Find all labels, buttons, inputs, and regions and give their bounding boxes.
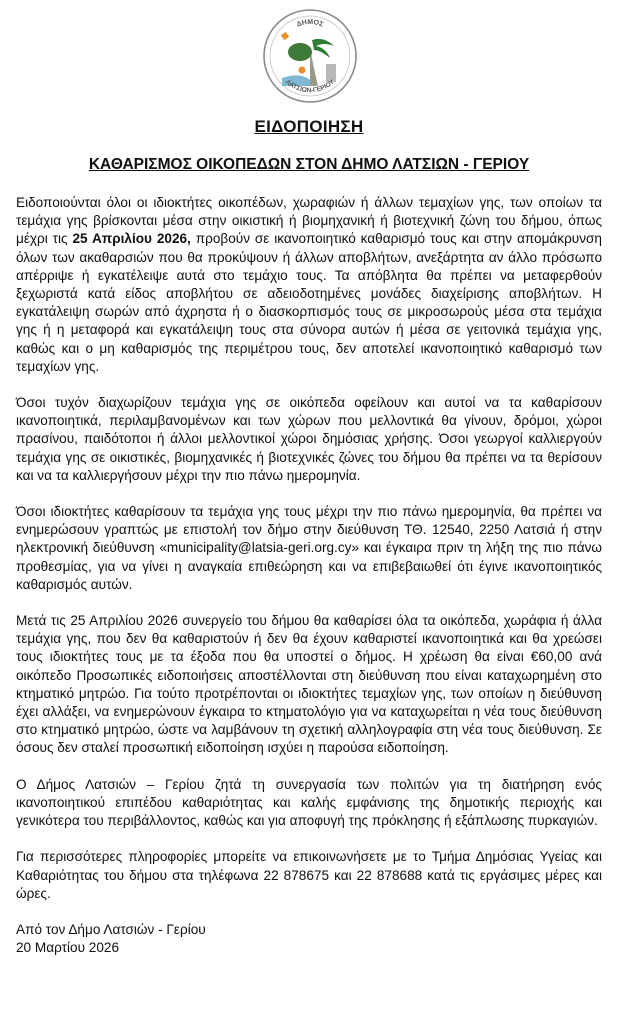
paragraph-notify-municipality: Όσοι ιδιοκτήτες καθαρίσουν τα τεμάχια γης τους μέχρι την πιο πάνω ημερομηνία, θα πρέπει να ενημερώσουν γραπτώς με επιστολή τον δήμο στην διεύθυνση ΤΘ. 12540, 2250 Λατσιά ή στην ηλεκτρονική διεύθυνση «municipality@latsia-geri.org.cy» και έγκαιρα πριν τη λήξη της πιο πάνω προθεσμίας, για να γίνει η αναγκαία επιθεώρηση και να επιβεβαιωθεί ότι έγινε ικανοποιητικός καθαρισμός αυτών. (16, 504, 602, 592)
notice-subtitle: ΚΑΘΑΡΙΣΜΟΣ ΟΙΚΟΠΕΔΩΝ ΣΤΟΝ ΔΗΜΟ ΛΑΤΣΙΩΝ - ΓΕΡΙΟΥ (88, 156, 530, 173)
paragraph-deadline: Ειδοποιούνται όλοι οι ιδιοκτήτες οικοπέδων, χωραφιών ή άλλων τεμαχίων γης, των οποίων τα τεμάχια γης βρίσκονται μέσα στην οικιστική ή βιομηχανική ή βιοτεχνική ζώνη του δήμου, όπως μέχρι τις 25 Απριλίου 2026, προβούν σε ικανοποιητικό καθαρισμό τους και στην απομάκρυνση όλων των ακαθαρσιών που θα προκύψουν ή άλλων αποβλήτων, ανεξάρτητα αν άλλο πρόσωπο απέρριψε ή εγκατέλειψε αυτά στο τεμάχιο τους. Τα απόβλητα θα πρέπει να μεταφερθούν ξεχωριστά κατά είδος αποβλήτου σε αδειοδοτημένες μονάδες διαχείρισης αποβλήτων. Η εγκατάλειψη σωρών από άχρηστα ή ο διασκορπισμός τους σε μικροσωρούς μέσα στα τεμάχια γης ή η μεταφορά και εγκατάλειψη τους στα σύνορα αυτών ή μέσα σε γειτονικά τεμάχια γης, καθώς και ο μη καθαρισμός της περιμέτρου τους, δεν αποτελεί ικανοποιητικό καθαρισμό των τεμαχίων γης. (16, 195, 602, 374)
paragraph-subdivisions: Όσοι τυχόν διαχωρίζουν τεμάχια γης σε οικόπεδα οφείλουν και αυτοί να τα καθαρίσουν ικανοποιητικά, περιλαμβανομένων και των χώρων που μελλοντικά θα γίνουν, δρόμοι, χώροι πρασίνου, παιδότοποι ή άλλοι μελλοντικοί χώροι δημόσιας χρήσης. Όσοι γεωργοί καλλιεργούν τεμάχια γης σε οικιστικές, βιομηχανικές ή βιοτεχνικές ζώνες του δήμου θα πρέπει να τα θερίσουν και να τα καλλιεργήσουν μέχρι την πιο πάνω ημερομηνία. (16, 395, 602, 483)
signature-from: Από τον Δήμο Λατσιών - Γερίου (16, 921, 206, 937)
svg-text:ΛΑΤΣΙΩΝ-ΓΕΡΙΟΥ: ΛΑΤΣΙΩΝ-ΓΕΡΙΟΥ (284, 78, 336, 95)
signature-date: 20 Μαρτίου 2026 (16, 940, 120, 956)
deadline-date: 25 Απριλίου 2026, (72, 231, 191, 247)
paragraph-contact-info: Για περισσότερες πληροφορίες μπορείτε να επικοινωνήσετε με το Τμήμα Δημόσιας Υγείας και Καθαριότητας του δήμου στα τηλέφωνα 22 878675 και 22 878688 κατά τις εργάσιμες μέρες και ώρες. (16, 849, 602, 901)
paragraph-cooperation: Ο Δήμος Λατσιών – Γερίου ζητά τη συνεργασία των πολιτών για τη διατήρηση ενός ικανοποιητικού επιπέδου καθαριότητας και καλής εμφάνισης της δημοτικής περιοχής και γενικότερα του περιβάλλοντος, καθώς και για αποφυγή της πρόκλησης ή εξάπλωσης πυρκαγιών. (16, 776, 602, 829)
municipality-emblem-icon (260, 6, 360, 106)
notice-body (16, 194, 602, 957)
paragraph-charges: Μετά τις 25 Απριλίου 2026 συνεργείο του δήμου θα καθαρίσει όλα τα οικόπεδα, χωράφια ή άλλα τεμάχια γης, που δεν θα καθαριστούν ή δεν θα έχουν καθαριστεί ικανοποιητικά και θα χρεώσει τους ιδιοκτήτες τους με τα έξοδα που θα υποστεί ο δήμος. Η χρέωση θα είναι €60,00 ανά οικόπεδο Προσωπικές ειδοποιήσεις αποστέλλονται στη διεύθυνση που είναι καταχωρημένη στο κτηματικό μητρώο. Για τούτο προτρέπονται οι ιδιοκτήτες τεμαχίων γης, των οποίων η διεύθυνση έχει αλλάξει, να ενημερώνουν έγκαιρα το κτηματολόγιο για να καταχωρείται η νέα τους διεύθυνση στο κτηματικό μητρώο, ώστε να λαμβάνουν τη σχετική αλληλογραφία στη νέα τους διεύθυνση. Σε όσους δεν σταλεί προσωπική ειδοποίηση ισχύει η παρούσα ειδοποίηση. (16, 613, 602, 756)
notice-title: ΕΙΔΟΠΟΙΗΣΗ (254, 117, 364, 136)
svg-text:ΔΗΜΟΣ: ΔΗΜΟΣ (295, 18, 325, 29)
municipality-logo (260, 6, 360, 106)
